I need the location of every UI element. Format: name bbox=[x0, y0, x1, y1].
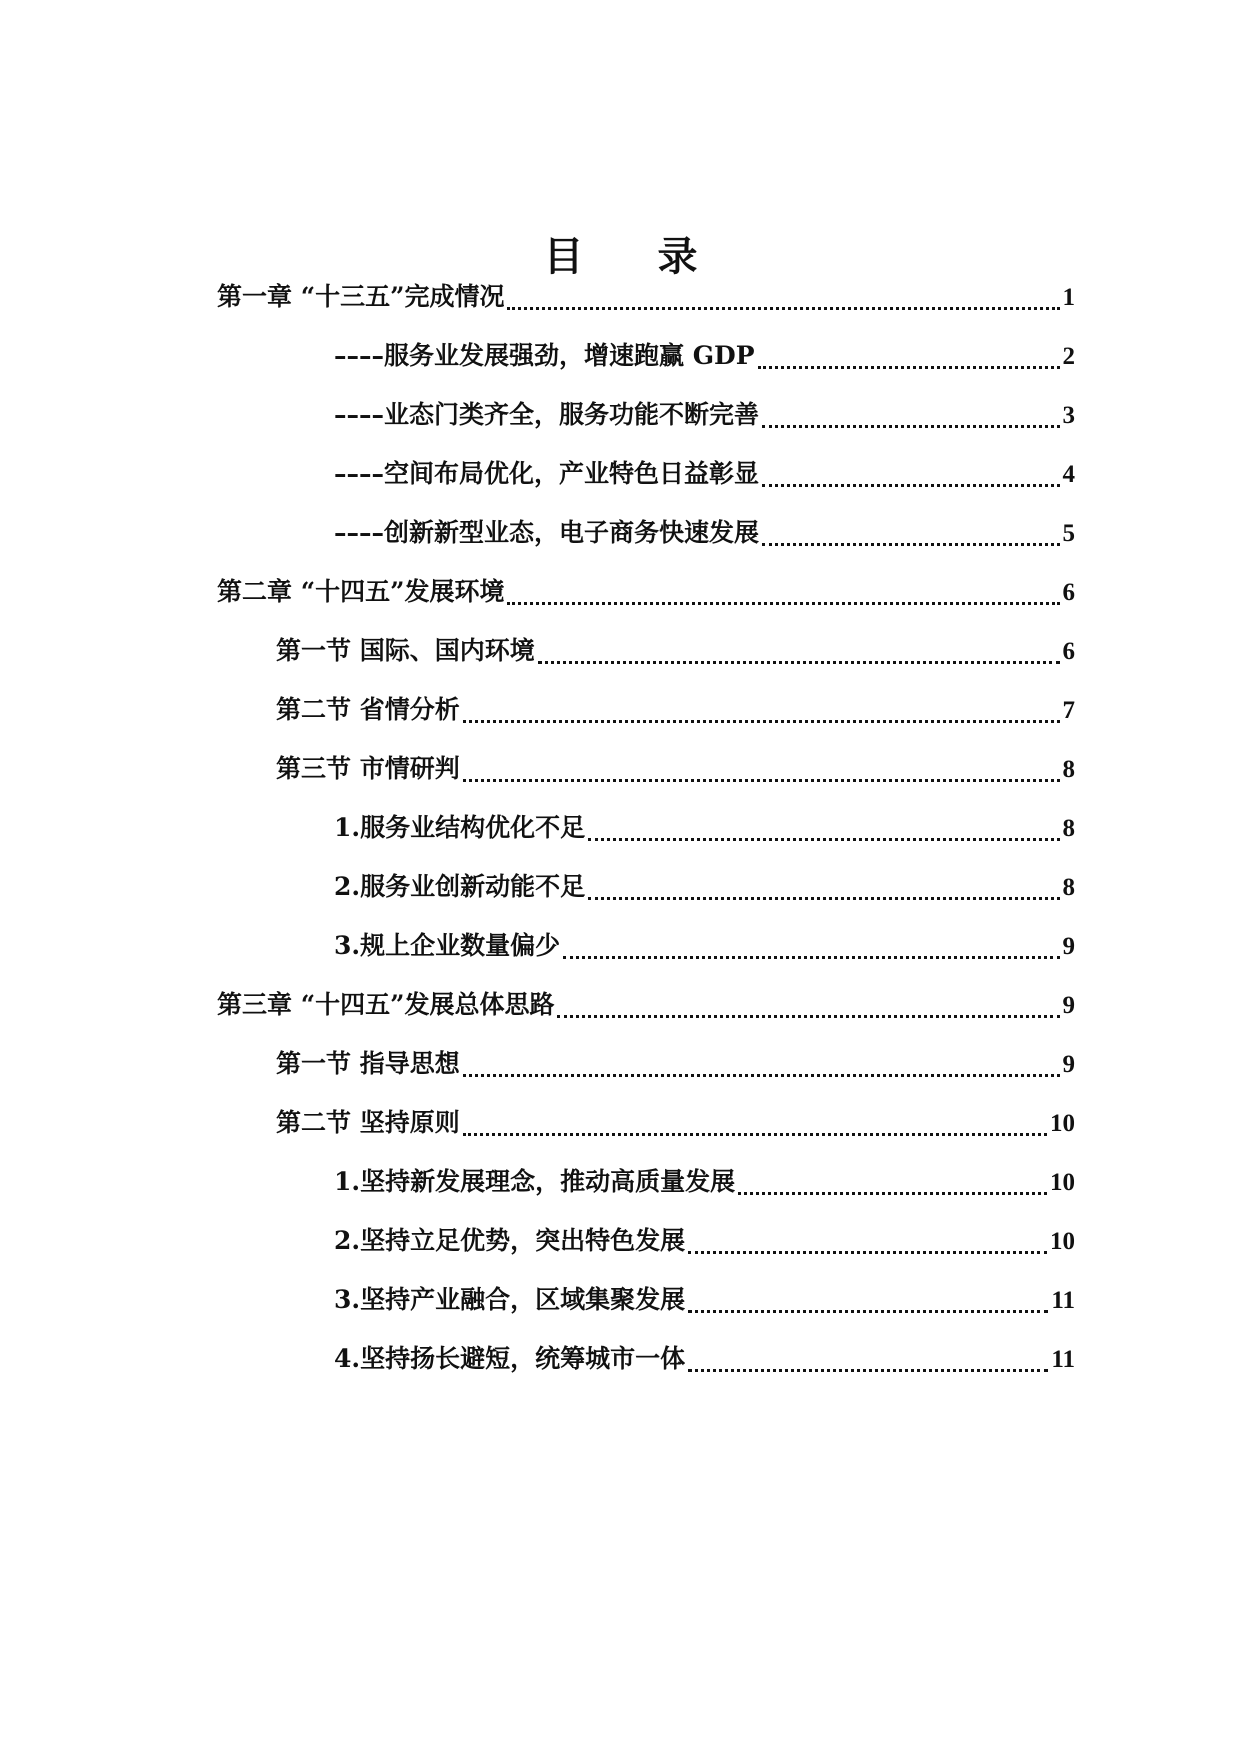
toc-page-number: 6 bbox=[1062, 579, 1075, 606]
toc-page-number: 9 bbox=[1062, 933, 1075, 960]
toc-entry-label: ––––创新新型业态，电子商务快速发展 bbox=[334, 518, 760, 547]
toc-entry-label: 3.规上企业数量偏少 bbox=[334, 931, 561, 960]
toc-page-number: 4 bbox=[1062, 461, 1075, 488]
toc-entry-item[interactable] bbox=[334, 867, 1075, 907]
toc-entry-item[interactable] bbox=[334, 1339, 1075, 1379]
toc-entry-label: ––––业态门类齐全，服务功能不断完善 bbox=[334, 400, 760, 429]
dot-leader bbox=[688, 1310, 1048, 1313]
toc-page-number: 11 bbox=[1051, 1287, 1075, 1314]
toc-page-number: 10 bbox=[1050, 1169, 1075, 1196]
dot-leader bbox=[738, 1192, 1047, 1195]
toc-entry-label: 第二章 “十四五”发展环境 bbox=[217, 577, 505, 606]
toc-entry-label: 第三章 “十四五”发展总体思路 bbox=[217, 990, 555, 1019]
dot-leader bbox=[588, 838, 1059, 841]
dot-leader bbox=[463, 1074, 1060, 1077]
dot-leader bbox=[688, 1369, 1048, 1372]
toc-entry-label: 第一节 国际、国内环境 bbox=[276, 636, 535, 665]
toc-entry-chapter-2[interactable] bbox=[217, 572, 1075, 612]
toc-page-number: 7 bbox=[1062, 697, 1075, 724]
dot-leader bbox=[538, 661, 1060, 664]
dot-leader bbox=[563, 956, 1059, 959]
toc-entry-label: 1.服务业结构优化不足 bbox=[334, 813, 586, 842]
toc-entry-section[interactable] bbox=[276, 631, 1075, 671]
dot-leader bbox=[507, 307, 1059, 310]
toc-entry-label: 第二节 省情分析 bbox=[276, 695, 460, 724]
toc-page-number: 8 bbox=[1062, 815, 1075, 842]
toc-page-number: 8 bbox=[1062, 756, 1075, 783]
dot-leader bbox=[762, 484, 1059, 487]
toc-entry-label: 第一节 指导思想 bbox=[276, 1049, 460, 1078]
toc-page-number: 1 bbox=[1062, 284, 1075, 311]
toc-page-number: 9 bbox=[1062, 992, 1075, 1019]
toc-entry-item[interactable] bbox=[334, 808, 1075, 848]
toc-entry-label: 第二节 坚持原则 bbox=[276, 1108, 460, 1137]
toc-entry-item[interactable] bbox=[334, 1221, 1075, 1261]
toc-page-number: 9 bbox=[1062, 1051, 1075, 1078]
toc-entry-item[interactable] bbox=[334, 513, 1075, 553]
toc-entry-item[interactable] bbox=[334, 336, 1075, 376]
toc-entry-section[interactable] bbox=[276, 1103, 1075, 1143]
toc-entry-item[interactable] bbox=[334, 1162, 1075, 1202]
toc-page-number: 5 bbox=[1062, 520, 1075, 547]
toc-entry-section[interactable] bbox=[276, 749, 1075, 789]
toc-entry-label: 4.坚持扬长避短，统筹城市一体 bbox=[334, 1344, 686, 1373]
toc-page-number: 10 bbox=[1050, 1228, 1075, 1255]
dot-leader bbox=[688, 1251, 1047, 1254]
dot-leader bbox=[507, 602, 1059, 605]
toc-page-number: 11 bbox=[1051, 1346, 1075, 1373]
toc-entry-item[interactable] bbox=[334, 1280, 1075, 1320]
dot-leader bbox=[463, 779, 1060, 782]
dot-leader bbox=[762, 543, 1059, 546]
toc-entry-item[interactable] bbox=[334, 926, 1075, 966]
toc-page-number: 10 bbox=[1050, 1110, 1075, 1137]
toc-entry-label: ––––空间布局优化，产业特色日益彰显 bbox=[334, 459, 760, 488]
toc-entry-label: 1.坚持新发展理念，推动高质量发展 bbox=[334, 1167, 736, 1196]
dot-leader bbox=[463, 1133, 1047, 1136]
toc-entry-section[interactable] bbox=[276, 1044, 1075, 1084]
toc-title: 目 录 bbox=[543, 233, 728, 280]
toc-entry-chapter-3[interactable] bbox=[217, 985, 1075, 1025]
toc-page-number: 8 bbox=[1062, 874, 1075, 901]
toc-entry-item[interactable] bbox=[334, 395, 1075, 435]
dot-leader bbox=[588, 897, 1059, 900]
dot-leader bbox=[758, 366, 1060, 369]
toc-entry-section[interactable] bbox=[276, 690, 1075, 730]
toc-page-number: 6 bbox=[1062, 638, 1075, 665]
toc-entry-item[interactable] bbox=[334, 454, 1075, 494]
toc-page-number: 2 bbox=[1062, 343, 1075, 370]
dot-leader bbox=[557, 1015, 1059, 1018]
toc-entry-label: 第一章 “十三五”完成情况 bbox=[217, 282, 505, 311]
toc-entry-chapter-1[interactable] bbox=[217, 277, 1075, 317]
toc-entry-label: 2.坚持立足优势，突出特色发展 bbox=[334, 1226, 686, 1255]
dot-leader bbox=[463, 720, 1060, 723]
toc-entry-label: 2.服务业创新动能不足 bbox=[334, 872, 586, 901]
toc-page-number: 3 bbox=[1062, 402, 1075, 429]
dot-leader bbox=[762, 425, 1059, 428]
toc-entry-label: 第三节 市情研判 bbox=[276, 754, 460, 783]
toc-entry-label: ––––服务业发展强劲，增速跑赢 GDP bbox=[334, 341, 755, 370]
toc-entry-label: 3.坚持产业融合，区域集聚发展 bbox=[334, 1285, 686, 1314]
